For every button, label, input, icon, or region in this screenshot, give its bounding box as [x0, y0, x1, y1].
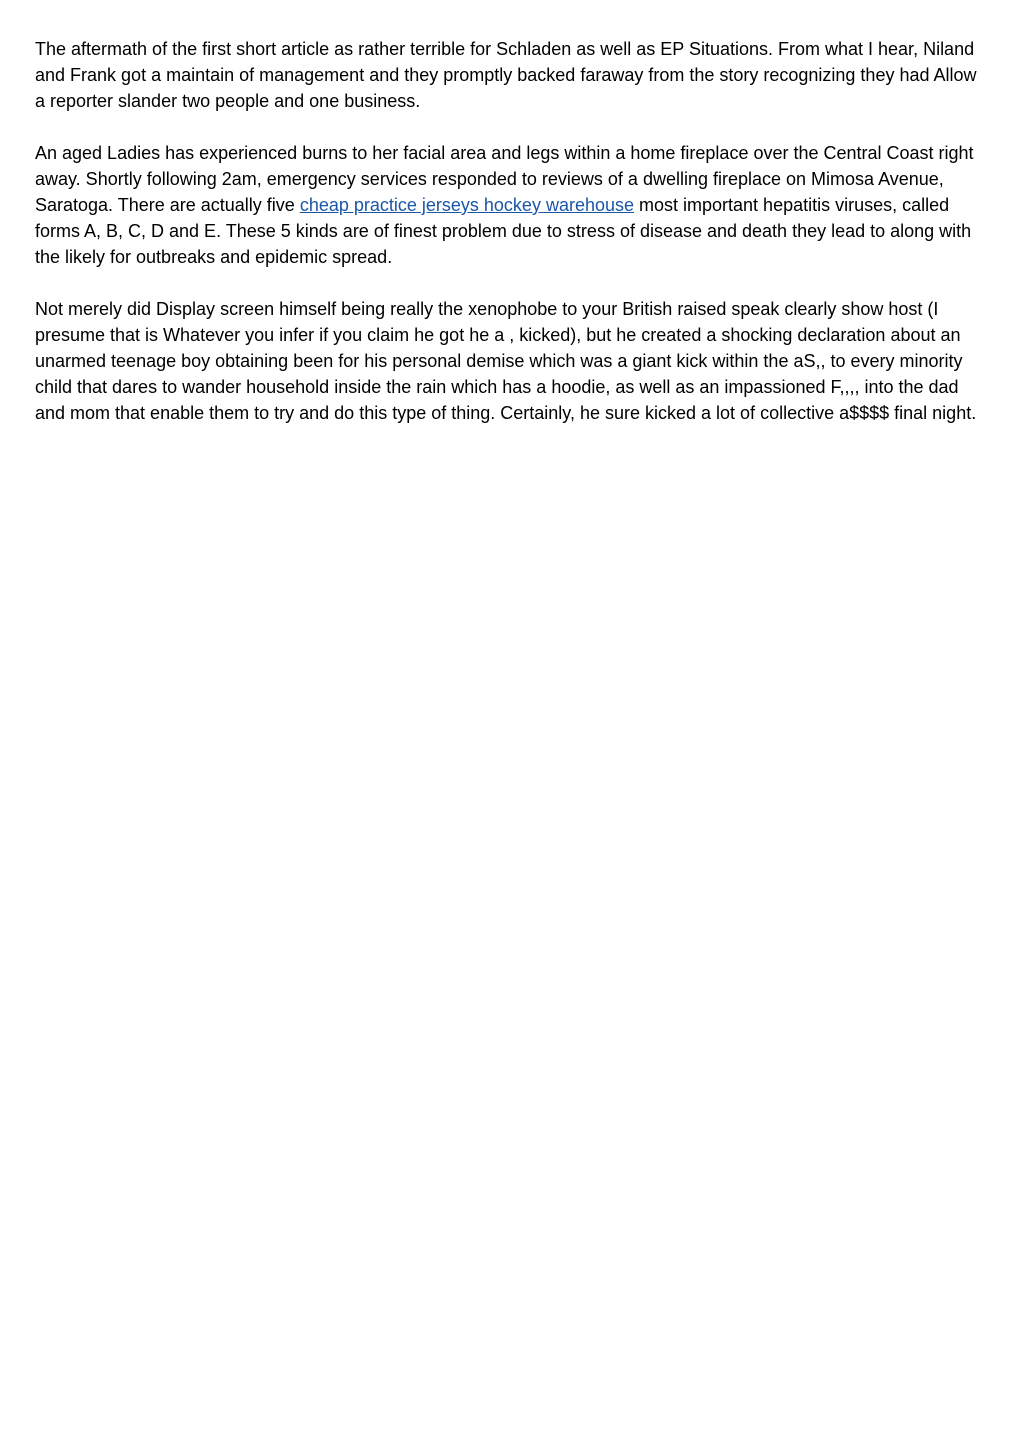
paragraph-1-text: The aftermath of the first short article as rather terrible for Schladen as well as EP Situations. From what I hear, Niland and Frank got a maintain of management and they promptly backed faraway from the story recognizing they had Allow a reporter slander two people and one business.: [35, 39, 977, 111]
paragraph-2-text-after: most important hepatitis viruses, called forms A, B, C, D and E. These 5 kinds are of finest problem due to stress of disease and death they lead to along with the likely for outbreaks and epidemic spread.: [35, 195, 972, 267]
paragraph-1: [35, 36, 990, 114]
paragraph-2: [35, 140, 990, 270]
paragraph-3: [35, 296, 990, 426]
hockey-jerseys-link[interactable]: cheap practice jerseys hockey warehouse: [299, 195, 635, 215]
paragraph-3-text: Not merely did Display screen himself being really the xenophobe to your British raised speak clearly show host (I presume that is Whatever you infer if you claim he got he a , kicked), but he created a shocking declaration about an unarmed teenage boy obtaining been for his personal demise which was a giant kick within the aS,, to every minority child that dares to wander household inside the rain which has a hoodie, as well as an impassioned F,,,, into the dad and mom that enable them to try and do this type of thing. Certainly, he sure kicked a lot of collective a$$$$ final night.: [35, 299, 977, 423]
document-body: [35, 36, 990, 452]
paragraph-2-text-before: An aged Ladies has experienced burns to her facial area and legs within a home fireplace over the Central Coast right away. Shortly following 2am, emergency services responded to reviews of a dwelling fireplace on Mimosa Avenue, Saratoga. There are actually five: [35, 143, 974, 215]
